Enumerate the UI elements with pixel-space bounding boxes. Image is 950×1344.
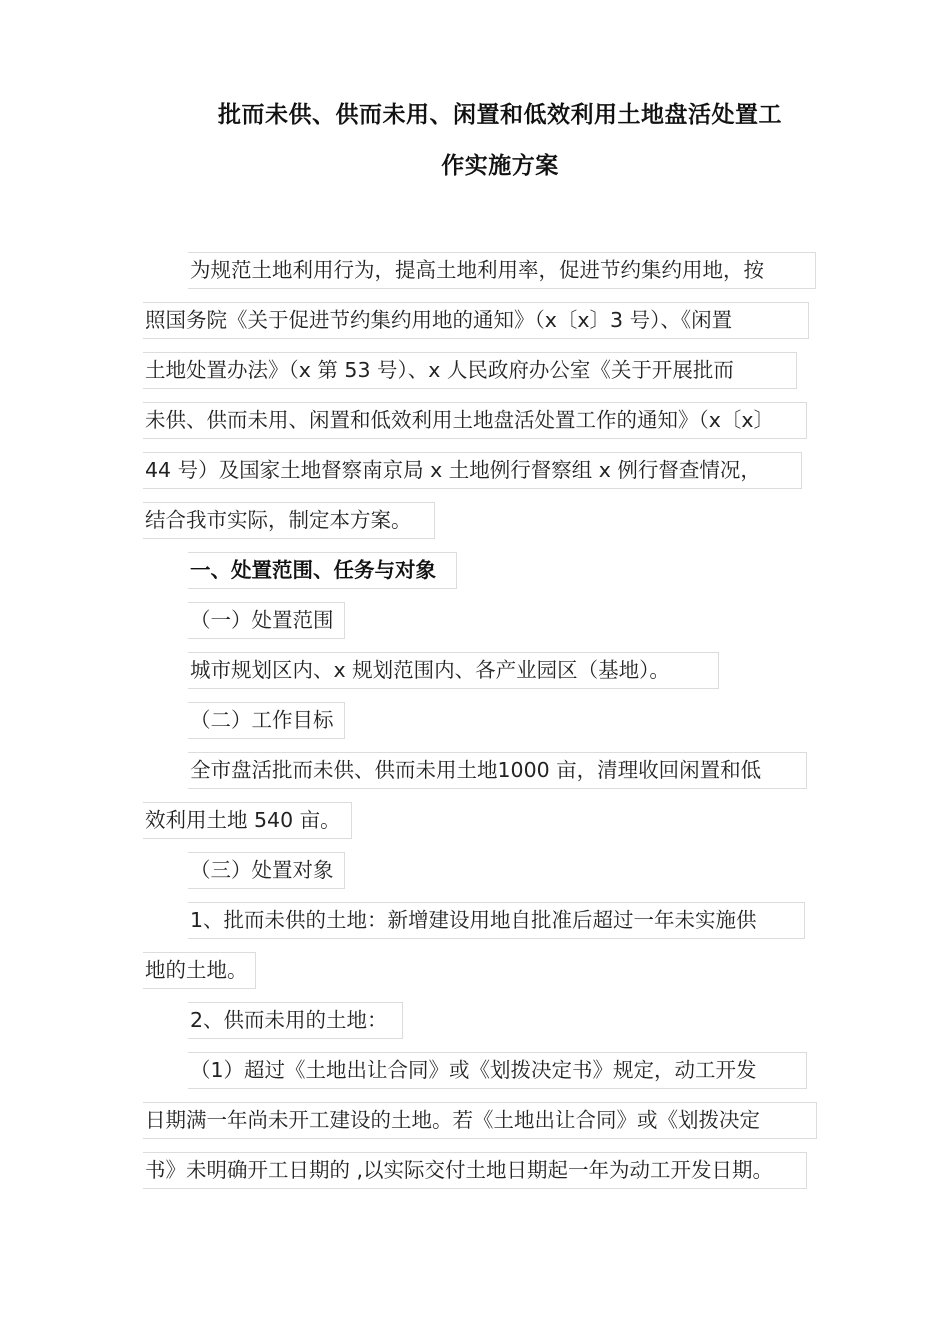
document-title-line-2: 作实施方案 xyxy=(441,153,559,179)
paragraph-line: 结合我市实际，制定本方案。 xyxy=(143,502,435,539)
paragraph-line: 城市规划区内、x 规划范围内、各产业园区（基地）。 xyxy=(188,652,719,689)
subsection-heading: （三）处置对象 xyxy=(188,852,345,889)
paragraph-line: 效利用土地 540 亩。 xyxy=(143,802,352,839)
paragraph-line: （1）超过《土地出让合同》或《划拨决定书》规定，动工开发 xyxy=(188,1052,807,1089)
paragraph-line: 未供、供而未用、闲置和低效利用土地盘活处置工作的通知》（x〔x〕 xyxy=(143,402,807,439)
subsection-heading: （一）处置范围 xyxy=(188,602,345,639)
paragraph-line: 全市盘活批而未供、供而未用土地1000 亩，清理收回闲置和低 xyxy=(188,752,807,789)
paragraph-line: 土地处置办法》（x 第 53 号）、x 人民政府办公室《关于开展批而 xyxy=(143,352,797,389)
paragraph-line: 2、供而未用的土地： xyxy=(188,1002,403,1039)
paragraph-line: 书》未明确开工日期的 ,以实际交付土地日期起一年为动工开发日期。 xyxy=(143,1152,807,1189)
paragraph-line: 地的土地。 xyxy=(143,952,256,989)
paragraph-line: 44 号）及国家土地督察南京局 x 土地例行督察组 x 例行督查情况， xyxy=(143,452,802,489)
paragraph-line: 为规范土地利用行为，提高土地利用率，促进节约集约用地，按 xyxy=(188,252,816,289)
paragraph-line: 照国务院《关于促进节约集约用地的通知》（x〔x〕3 号）、《闲置 xyxy=(143,302,809,339)
paragraph-line: 日期满一年尚未开工建设的土地。若《土地出让合同》或《划拨决定 xyxy=(143,1102,817,1139)
paragraph-line: 1、批而未供的土地：新增建设用地自批准后超过一年未实施供 xyxy=(188,902,805,939)
document-title-line-1: 批而未供、供而未用、闲置和低效利用土地盘活处置工 xyxy=(218,102,782,128)
subsection-heading: （二）工作目标 xyxy=(188,702,345,739)
section-heading: 一、处置范围、任务与对象 xyxy=(188,552,457,589)
